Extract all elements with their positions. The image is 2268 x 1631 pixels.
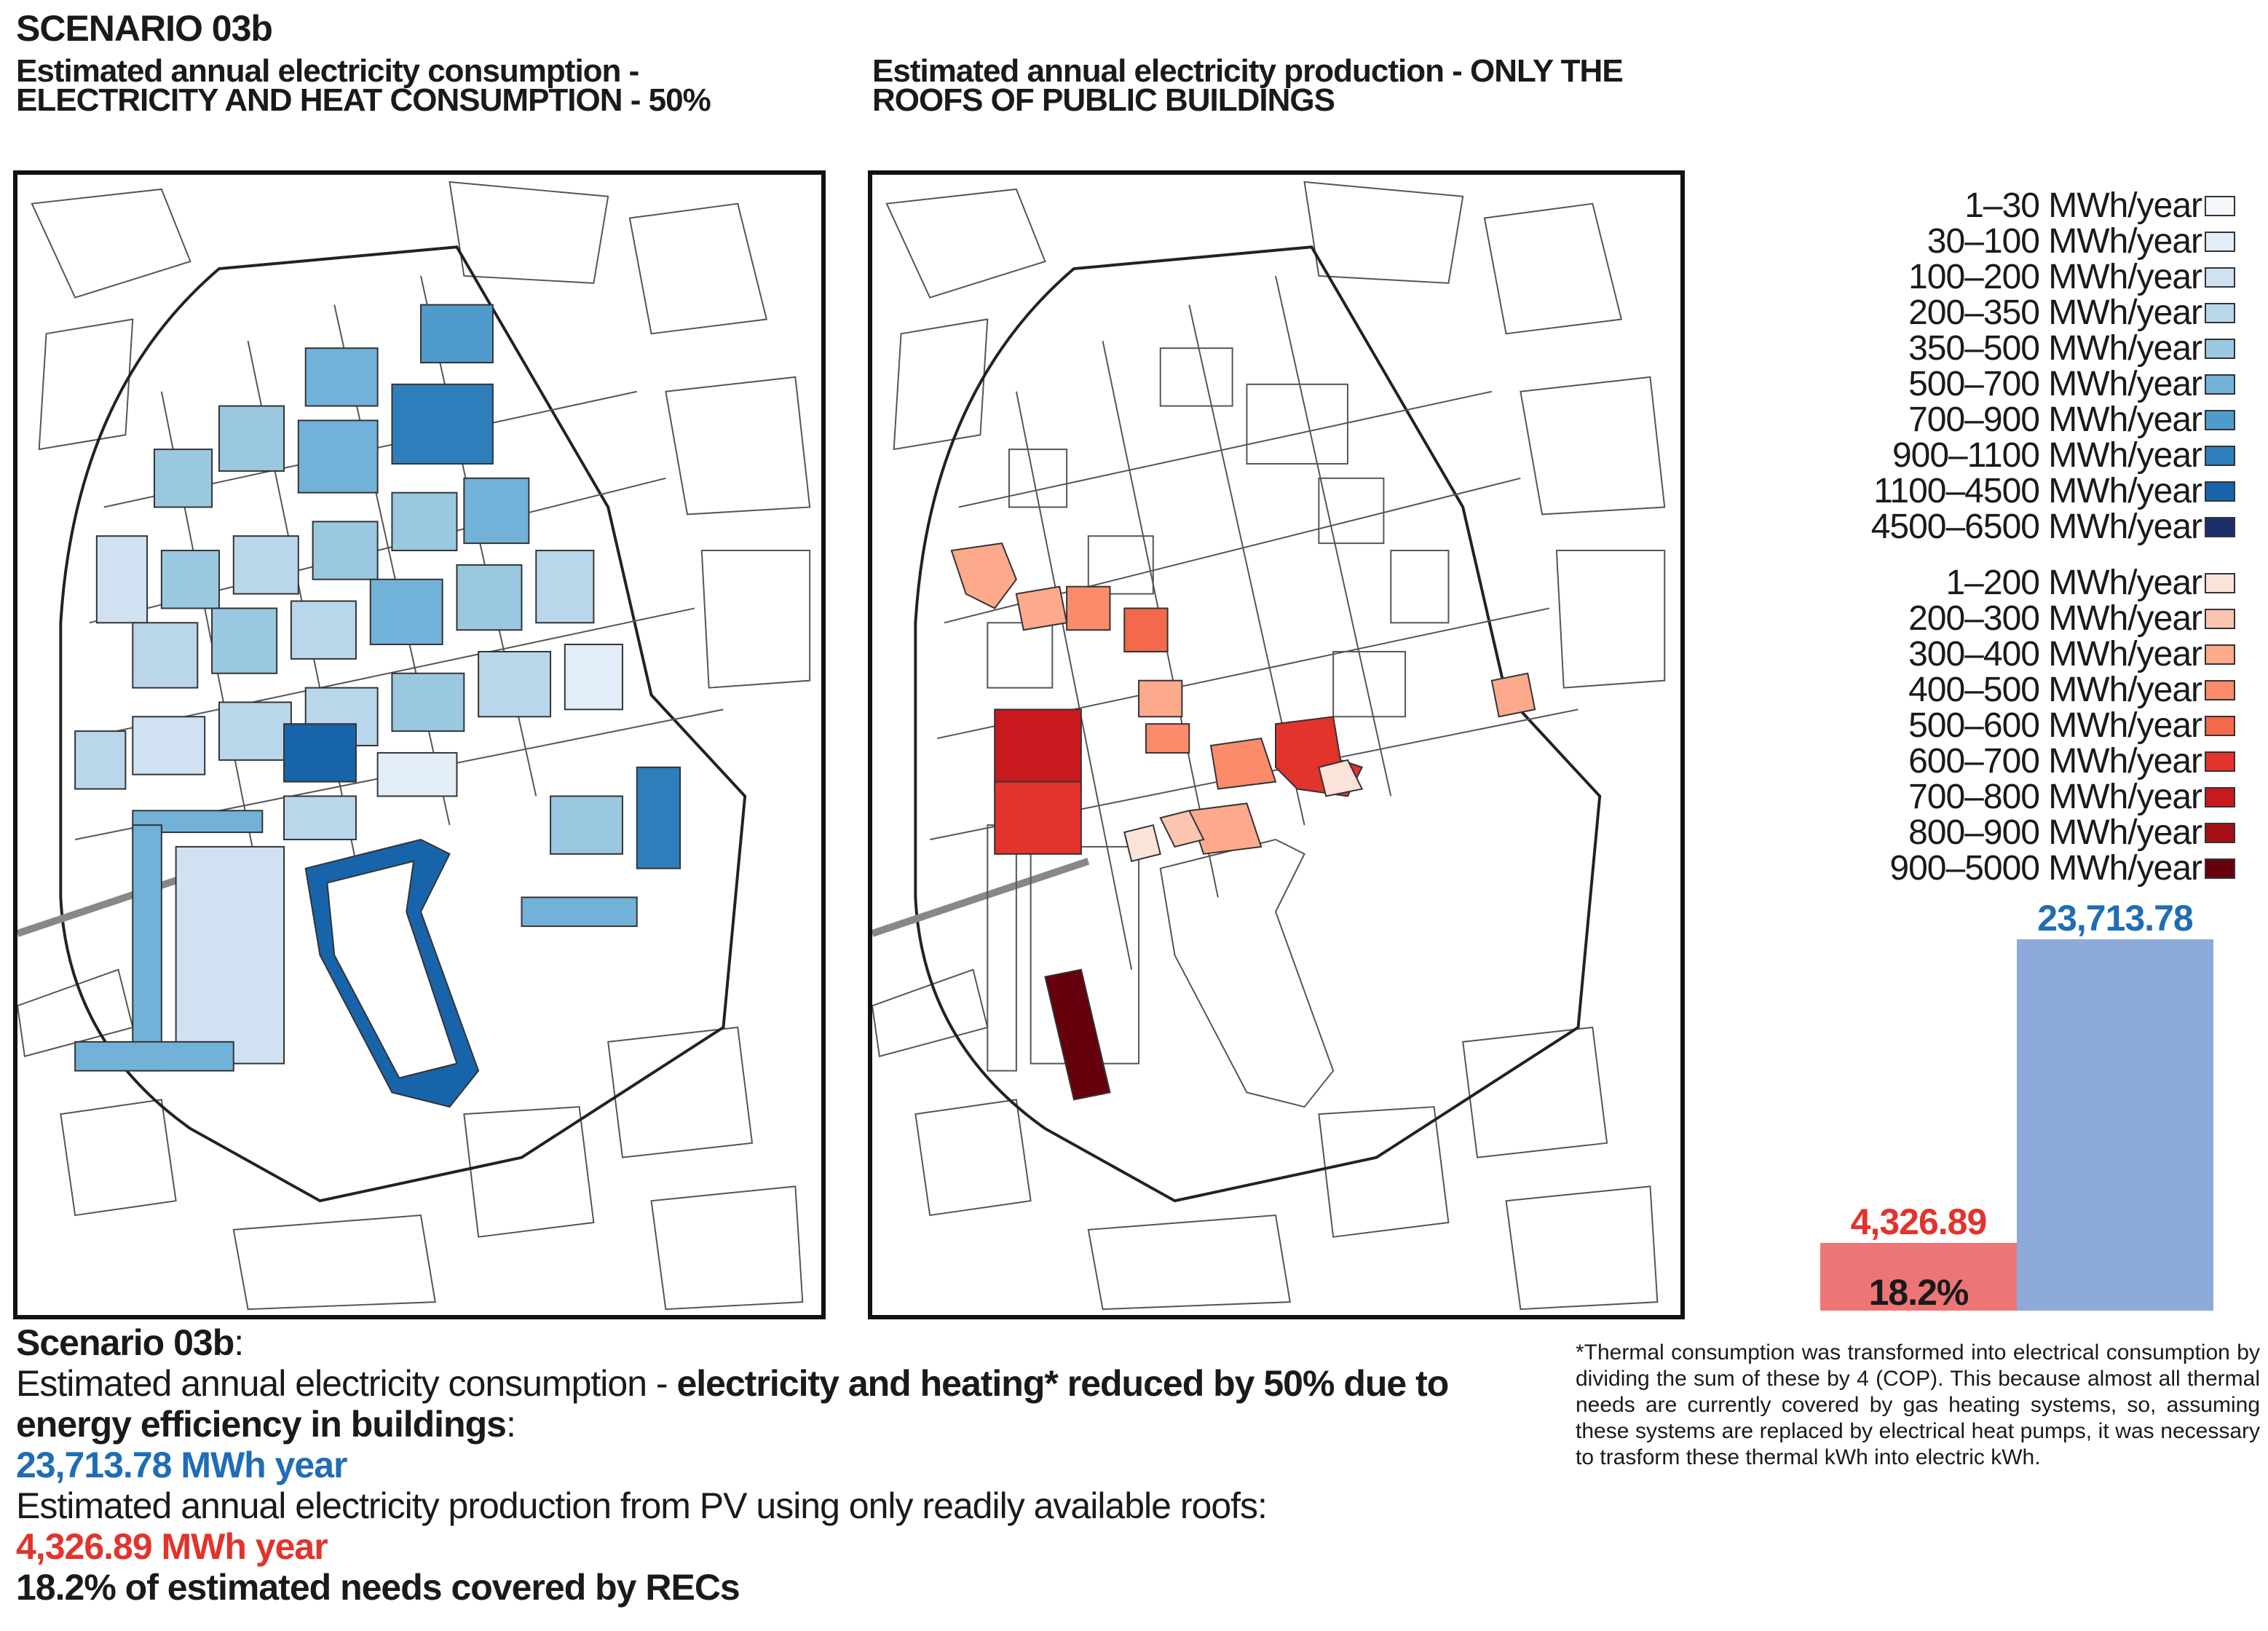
coverage-percent-label: 18.2% (1868, 1272, 1969, 1313)
scenario-label: SCENARIO 03b (16, 8, 272, 49)
summary-heading-suffix: : (234, 1322, 244, 1363)
legend-item (1908, 815, 2235, 850)
legend-label: 1–200 MWh/year (1945, 564, 2202, 602)
summary-heading-line (16, 1322, 1530, 1363)
legend-swatch (2205, 303, 2235, 323)
legend-item (1908, 743, 2235, 779)
legend-swatch (2205, 481, 2235, 502)
legend-swatch (2205, 751, 2235, 772)
legend-item (1908, 672, 2235, 708)
legend-item (1927, 224, 2235, 259)
legend-swatch (2205, 823, 2235, 843)
legend-swatch (2205, 680, 2235, 700)
summary-heading: Scenario 03b (16, 1322, 234, 1363)
legend-label: 900–5000 MWh/year (1889, 849, 2202, 888)
legend-item (1964, 188, 2235, 224)
legend-item (1908, 636, 2235, 672)
legend-swatch (2205, 339, 2235, 359)
summary-consumption-line (16, 1363, 1530, 1445)
summary-line1-bold: electricity and heating* reduced by 50% due to energy efficiency in buildings (16, 1363, 1449, 1445)
legend-label: 100–200 MWh/year (1908, 258, 2202, 296)
left-map-title: Estimated annual electricity consumption - ELECTRICITY AND HEAT CONSUMPTION - 50% (16, 53, 711, 118)
legend-label: 900–1100 MWh/year (1892, 436, 2202, 475)
legend-item (1908, 331, 2235, 366)
legend-label: 4500–6500 MWh/year (1870, 508, 2202, 546)
legend-swatch (2205, 858, 2235, 879)
summary-production-line: Estimated annual electricity production from PV using only readily available roofs: (16, 1485, 1267, 1526)
legend-item (1908, 402, 2235, 438)
legend-swatch (2205, 374, 2235, 395)
legend-swatch (2205, 517, 2235, 537)
legend-label: 500–600 MWh/year (1908, 706, 2202, 745)
production-bar-label: 4,326.89 (1850, 1201, 1987, 1242)
legend-item (1908, 708, 2235, 743)
legend-swatch (2205, 267, 2235, 288)
legend-item (1908, 601, 2235, 636)
summary-line1-suffix: : (505, 1404, 515, 1445)
legend-item (1892, 438, 2235, 473)
legend-item (1945, 565, 2235, 601)
consumption-bar (2017, 939, 2213, 1311)
legend-item (1908, 366, 2235, 402)
legend-label: 30–100 MWh/year (1927, 222, 2202, 261)
legend-label: 300–400 MWh/year (1908, 635, 2202, 674)
legend-swatch (2205, 232, 2235, 252)
legend-label: 1100–4500 MWh/year (1873, 472, 2202, 510)
summary-production-value: 4,326.89 MWh year (16, 1526, 328, 1567)
legend-swatch (2205, 196, 2235, 216)
production-map (868, 170, 1685, 1319)
legend-item (1871, 509, 2235, 545)
legend-item (1908, 779, 2235, 815)
summary-coverage: 18.2% of estimated needs covered by RECs (16, 1567, 740, 1608)
legend-swatch (2205, 787, 2235, 807)
legend-item (1908, 259, 2235, 295)
right-map-title: Estimated annual electricity production - ONLY THE ROOFS OF PUBLIC BUILDINGS (872, 53, 1623, 118)
legend-item (1873, 473, 2235, 509)
summary-line1-plain: Estimated annual electricity consumption - (16, 1363, 677, 1404)
legend-label: 600–700 MWh/year (1908, 742, 2202, 781)
legend-swatch (2205, 609, 2235, 629)
legend-label: 400–500 MWh/year (1908, 671, 2202, 709)
legend-label: 200–350 MWh/year (1908, 293, 2202, 332)
summary-text (16, 1322, 1530, 1608)
legend-swatch (2205, 644, 2235, 665)
thermal-footnote: *Thermal consumption was transformed into electrical consumption by dividing the sum of these by 4 (COP). This because almost all thermal needs are currently covered by gas heating systems, so, assuming these systems are replaced by electrical heat pumps, it was necessary to trasform these thermal kWh into electric kWh. (1576, 1340, 2260, 1469)
legend-swatch (2205, 446, 2235, 466)
summary-consumption-value: 23,713.78 MWh year (16, 1445, 347, 1485)
legend-swatch (2205, 573, 2235, 593)
legend-item (1889, 850, 2235, 886)
legend-item (1908, 295, 2235, 331)
legend-label: 800–900 MWh/year (1908, 813, 2202, 852)
consumption-map (13, 170, 826, 1319)
legend-label: 500–700 MWh/year (1908, 365, 2202, 403)
production-legend (1696, 565, 2235, 893)
legend-label: 1–30 MWh/year (1964, 186, 2202, 225)
legend-label: 200–300 MWh/year (1908, 599, 2202, 638)
production-map-drawing (872, 175, 1680, 1315)
consumption-legend (1696, 188, 2235, 552)
legend-swatch (2205, 716, 2235, 736)
legend-label: 700–800 MWh/year (1908, 778, 2202, 816)
legend-label: 700–900 MWh/year (1908, 400, 2202, 439)
consumption-bar-label: 23,713.78 (2037, 898, 2193, 939)
comparison-bar-chart (1820, 888, 2228, 1311)
legend-label: 350–500 MWh/year (1908, 329, 2202, 368)
legend-swatch (2205, 410, 2235, 430)
consumption-map-drawing (17, 175, 821, 1315)
